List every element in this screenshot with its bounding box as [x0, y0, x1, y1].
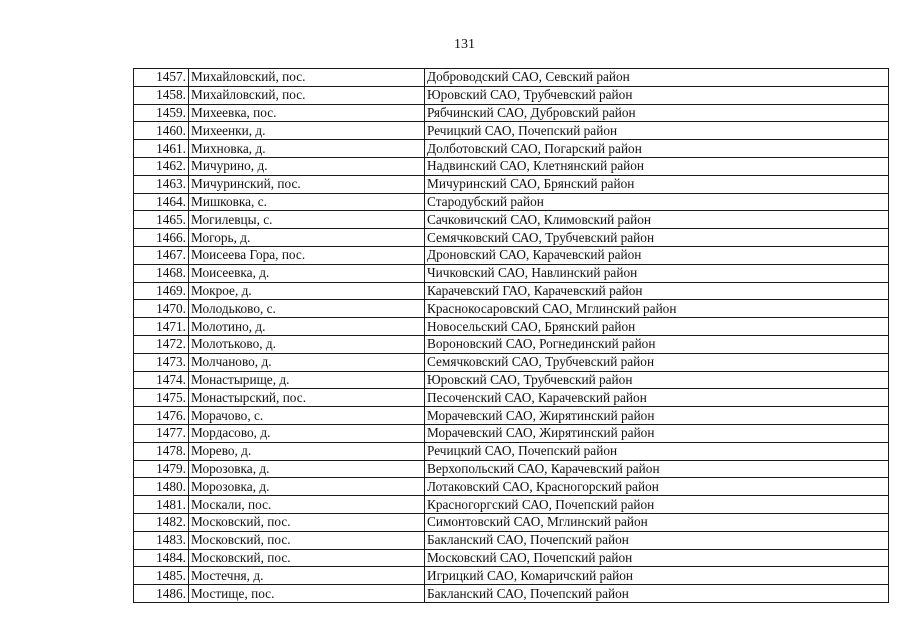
settlement-name-cell: Молотино, д.	[189, 318, 425, 336]
table-row	[134, 407, 889, 425]
administrative-area-cell: Стародубский район	[425, 193, 889, 211]
settlement-name-cell: Могорь, д.	[189, 229, 425, 247]
table-row	[134, 175, 889, 193]
row-number-cell: 1482.	[134, 513, 189, 531]
settlement-name-cell: Молотьково, д.	[189, 335, 425, 353]
administrative-area-cell: Лотаковский САО, Красногорский район	[425, 478, 889, 496]
row-number-cell: 1481.	[134, 496, 189, 514]
settlement-name-cell: Михайловский, пос.	[189, 69, 425, 87]
table-row	[134, 104, 889, 122]
administrative-area-cell: Речицкий САО, Почепский район	[425, 442, 889, 460]
table-row	[134, 140, 889, 158]
administrative-area-cell: Юровский САО, Трубчевский район	[425, 86, 889, 104]
table-row	[134, 86, 889, 104]
settlement-name-cell: Монастырище, д.	[189, 371, 425, 389]
settlement-name-cell: Могилевцы, с.	[189, 211, 425, 229]
settlement-name-cell: Мичуринский, пос.	[189, 175, 425, 193]
row-number-cell: 1484.	[134, 549, 189, 567]
settlement-name-cell: Мокрое, д.	[189, 282, 425, 300]
table-row	[134, 371, 889, 389]
administrative-area-cell: Красногоргский САО, Почепский район	[425, 496, 889, 514]
administrative-area-cell: Игрицкий САО, Комаричский район	[425, 567, 889, 585]
table-row	[134, 460, 889, 478]
table-row	[134, 335, 889, 353]
settlement-name-cell: Мордасово, д.	[189, 424, 425, 442]
settlement-name-cell: Молчаново, д.	[189, 353, 425, 371]
row-number-cell: 1472.	[134, 335, 189, 353]
administrative-area-cell: Новосельский САО, Брянский район	[425, 318, 889, 336]
settlement-name-cell: Мостечня, д.	[189, 567, 425, 585]
row-number-cell: 1465.	[134, 211, 189, 229]
settlement-name-cell: Монастырский, пос.	[189, 389, 425, 407]
row-number-cell: 1469.	[134, 282, 189, 300]
settlement-name-cell: Морево, д.	[189, 442, 425, 460]
row-number-cell: 1459.	[134, 104, 189, 122]
row-number-cell: 1463.	[134, 175, 189, 193]
row-number-cell: 1475.	[134, 389, 189, 407]
table-row	[134, 585, 889, 603]
administrative-area-cell: Бакланский САО, Почепский район	[425, 531, 889, 549]
row-number-cell: 1460.	[134, 122, 189, 140]
page-number: 131	[454, 37, 475, 52]
administrative-area-cell: Мичуринский САО, Брянский район	[425, 175, 889, 193]
settlements-table	[133, 68, 889, 603]
settlement-name-cell: Михайловский, пос.	[189, 86, 425, 104]
administrative-area-cell: Бакланский САО, Почепский район	[425, 585, 889, 603]
administrative-area-cell: Семячковский САО, Трубчевский район	[425, 229, 889, 247]
table-row	[134, 157, 889, 175]
administrative-area-cell: Дроновский САО, Карачевский район	[425, 246, 889, 264]
table-row	[134, 478, 889, 496]
table-row	[134, 531, 889, 549]
row-number-cell: 1485.	[134, 567, 189, 585]
administrative-area-cell: Надвинский САО, Клетнянский район	[425, 157, 889, 175]
row-number-cell: 1466.	[134, 229, 189, 247]
administrative-area-cell: Чичковский САО, Навлинский район	[425, 264, 889, 282]
table-row	[134, 211, 889, 229]
row-number-cell: 1478.	[134, 442, 189, 460]
settlement-name-cell: Моисеева Гора, пос.	[189, 246, 425, 264]
settlement-name-cell: Михновка, д.	[189, 140, 425, 158]
table-body	[134, 69, 889, 603]
administrative-area-cell: Песоченский САО, Карачевский район	[425, 389, 889, 407]
administrative-area-cell: Сачковичский САО, Климовский район	[425, 211, 889, 229]
settlement-name-cell: Московский, пос.	[189, 549, 425, 567]
row-number-cell: 1477.	[134, 424, 189, 442]
administrative-area-cell: Симонтовский САО, Мглинский район	[425, 513, 889, 531]
settlement-name-cell: Московский, пос.	[189, 531, 425, 549]
settlement-name-cell: Морозовка, д.	[189, 460, 425, 478]
row-number-cell: 1479.	[134, 460, 189, 478]
row-number-cell: 1458.	[134, 86, 189, 104]
settlement-name-cell: Михеевка, пос.	[189, 104, 425, 122]
administrative-area-cell: Московский САО, Почепский район	[425, 549, 889, 567]
table-row	[134, 229, 889, 247]
table-row	[134, 424, 889, 442]
table-row	[134, 122, 889, 140]
table-row	[134, 318, 889, 336]
settlement-name-cell: Михеенки, д.	[189, 122, 425, 140]
administrative-area-cell: Юровский САО, Трубчевский район	[425, 371, 889, 389]
administrative-area-cell: Рябчинский САО, Дубровский район	[425, 104, 889, 122]
settlement-name-cell: Москали, пос.	[189, 496, 425, 514]
table-row	[134, 282, 889, 300]
row-number-cell: 1471.	[134, 318, 189, 336]
table-row	[134, 513, 889, 531]
administrative-area-cell: Речицкий САО, Почепский район	[425, 122, 889, 140]
row-number-cell: 1468.	[134, 264, 189, 282]
row-number-cell: 1461.	[134, 140, 189, 158]
row-number-cell: 1476.	[134, 407, 189, 425]
table-row	[134, 567, 889, 585]
administrative-area-cell: Семячковский САО, Трубчевский район	[425, 353, 889, 371]
administrative-area-cell: Доброводский САО, Севский район	[425, 69, 889, 87]
row-number-cell: 1480.	[134, 478, 189, 496]
row-number-cell: 1467.	[134, 246, 189, 264]
table-row	[134, 193, 889, 211]
settlement-name-cell: Моисеевка, д.	[189, 264, 425, 282]
administrative-area-cell: Краснокосаровский САО, Мглинский район	[425, 300, 889, 318]
table-row	[134, 549, 889, 567]
row-number-cell: 1462.	[134, 157, 189, 175]
row-number-cell: 1483.	[134, 531, 189, 549]
table-row	[134, 246, 889, 264]
table-row	[134, 300, 889, 318]
settlement-name-cell: Мишковка, с.	[189, 193, 425, 211]
table-row	[134, 264, 889, 282]
row-number-cell: 1473.	[134, 353, 189, 371]
administrative-area-cell: Карачевский ГАО, Карачевский район	[425, 282, 889, 300]
row-number-cell: 1464.	[134, 193, 189, 211]
settlement-name-cell: Мостище, пос.	[189, 585, 425, 603]
settlement-name-cell: Мичурино, д.	[189, 157, 425, 175]
row-number-cell: 1474.	[134, 371, 189, 389]
administrative-area-cell: Верхопольский САО, Карачевский район	[425, 460, 889, 478]
table-row	[134, 389, 889, 407]
settlement-name-cell: Морозовка, д.	[189, 478, 425, 496]
settlement-name-cell: Московский, пос.	[189, 513, 425, 531]
administrative-area-cell: Морачевский САО, Жирятинский район	[425, 407, 889, 425]
settlement-name-cell: Молодьково, с.	[189, 300, 425, 318]
administrative-area-cell: Долботовский САО, Погарский район	[425, 140, 889, 158]
table-row	[134, 442, 889, 460]
row-number-cell: 1457.	[134, 69, 189, 87]
administrative-area-cell: Вороновский САО, Рогнединский район	[425, 335, 889, 353]
administrative-area-cell: Морачевский САО, Жирятинский район	[425, 424, 889, 442]
row-number-cell: 1486.	[134, 585, 189, 603]
table-row	[134, 496, 889, 514]
settlement-name-cell: Морачово, с.	[189, 407, 425, 425]
table-row	[134, 69, 889, 87]
row-number-cell: 1470.	[134, 300, 189, 318]
table-row	[134, 353, 889, 371]
